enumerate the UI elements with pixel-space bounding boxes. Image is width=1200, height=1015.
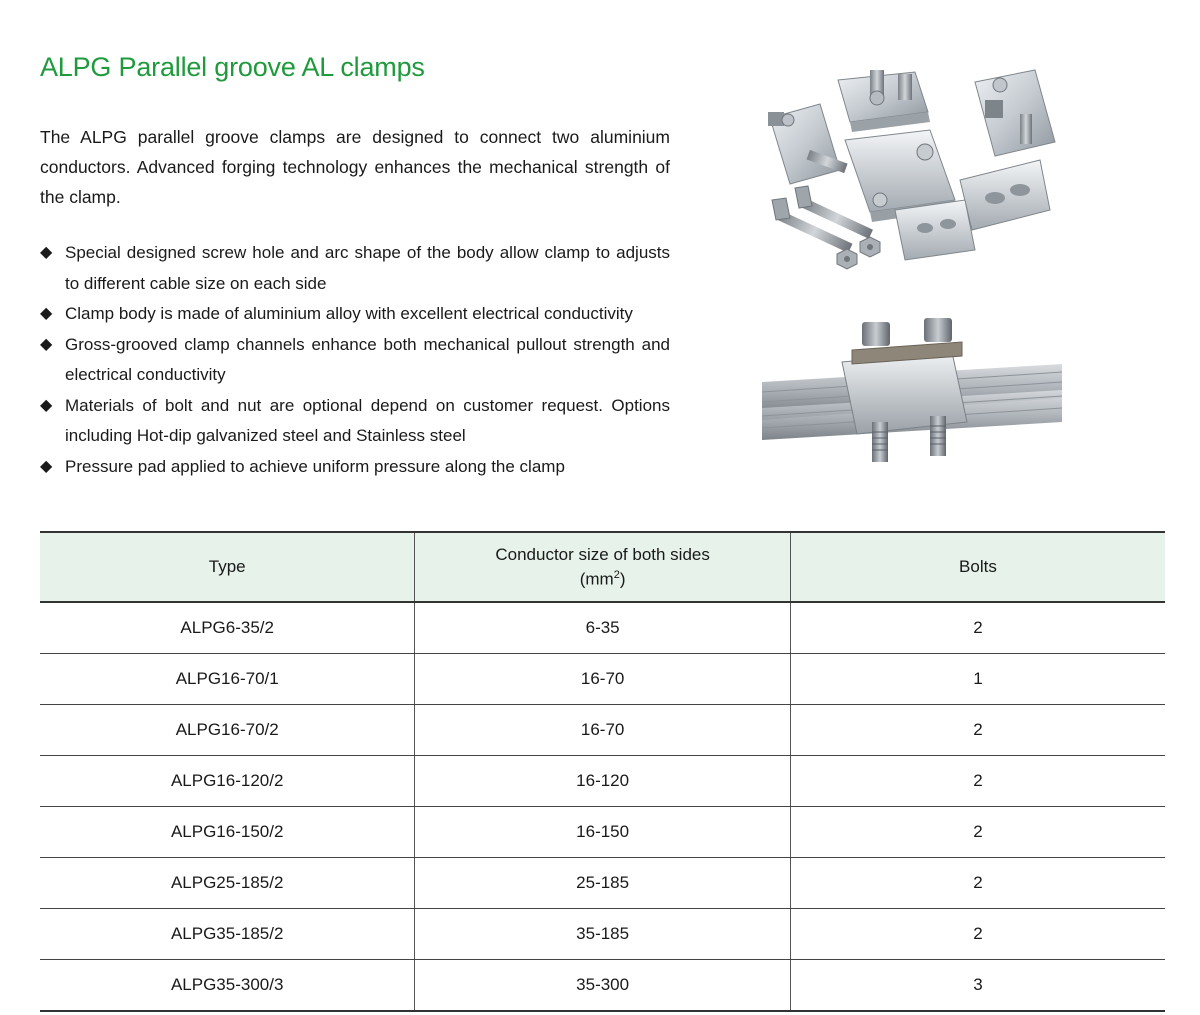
feature-item xyxy=(40,238,670,299)
cell-bolts: 2 xyxy=(790,807,1165,858)
header-size-unit-open: (mm xyxy=(579,569,614,589)
cell-size: 16-120 xyxy=(415,756,790,807)
clamp-body-top xyxy=(838,70,930,132)
cell-size: 25-185 xyxy=(415,858,790,909)
table-row xyxy=(40,602,1165,654)
feature-item xyxy=(40,452,670,483)
clamp-body-left xyxy=(768,104,848,184)
cell-type: ALPG35-300/3 xyxy=(40,960,415,1012)
table-row xyxy=(40,960,1165,1012)
table-row xyxy=(40,705,1165,756)
cell-type: ALPG16-70/1 xyxy=(40,654,415,705)
feature-text: Clamp body is made of aluminium alloy with excellent electrical conductivity xyxy=(65,304,633,323)
small-plate xyxy=(895,200,975,260)
cell-type: ALPG16-120/2 xyxy=(40,756,415,807)
cell-bolts: 2 xyxy=(790,602,1165,654)
cell-type: ALPG16-150/2 xyxy=(40,807,415,858)
loose-bolts xyxy=(772,186,873,253)
header-size-line1: Conductor size of both sides xyxy=(495,544,710,564)
cell-size: 35-185 xyxy=(415,909,790,960)
header-type: Type xyxy=(40,532,415,602)
cell-type: ALPG25-185/2 xyxy=(40,858,415,909)
clamp-parts-photo xyxy=(750,60,1070,280)
cell-bolts: 3 xyxy=(790,960,1165,1012)
table-row xyxy=(40,654,1165,705)
feature-item xyxy=(40,330,670,391)
table-row xyxy=(40,807,1165,858)
header-size-unit-close: ) xyxy=(619,569,626,589)
diamond-bullet-icon: ◆ xyxy=(40,457,53,475)
cell-type: ALPG35-185/2 xyxy=(40,909,415,960)
cell-size: 16-150 xyxy=(415,807,790,858)
feature-item xyxy=(40,299,670,330)
spec-table xyxy=(40,531,1165,1012)
diamond-bullet-icon: ◆ xyxy=(40,244,53,261)
cell-bolts: 2 xyxy=(790,756,1165,807)
feature-item xyxy=(40,391,670,452)
cell-size: 16-70 xyxy=(415,705,790,756)
intro-paragraph: The ALPG parallel groove clamps are designed to connect two aluminium conductors. Advanced forging technology enhances the mechanical strength of the clamp. xyxy=(40,127,670,207)
diamond-bullet-icon: ◆ xyxy=(40,396,53,414)
cell-size: 35-300 xyxy=(415,960,790,1012)
table-row xyxy=(40,858,1165,909)
diamond-bullet-icon: ◆ xyxy=(40,335,53,353)
cell-bolts: 2 xyxy=(790,858,1165,909)
cell-size: 16-70 xyxy=(415,654,790,705)
table-header-row xyxy=(40,532,1165,602)
cell-type: ALPG16-70/2 xyxy=(40,705,415,756)
header-bolts: Bolts xyxy=(790,532,1165,602)
clamp-installed xyxy=(842,318,967,462)
feature-list xyxy=(40,238,670,482)
cell-bolts: 2 xyxy=(790,705,1165,756)
installed-clamp-photo xyxy=(762,312,1062,472)
table-row xyxy=(40,756,1165,807)
clamp-body-right xyxy=(975,70,1055,156)
feature-text: Materials of bolt and nut are optional depend on customer request. Options including Hot-dip galvanized steel and Stainless steel xyxy=(65,395,670,445)
feature-text: Pressure pad applied to achieve uniform pressure along the clamp xyxy=(65,456,565,476)
cell-size: 6-35 xyxy=(415,602,790,654)
header-size-unit-sup: 2 xyxy=(613,568,620,581)
header-conductor-size xyxy=(415,532,790,602)
cell-bolts: 2 xyxy=(790,909,1165,960)
cell-type: ALPG6-35/2 xyxy=(40,602,415,654)
feature-text: Special designed screw hole and arc shape of the body allow clamp to adjusts to different cable size on each side xyxy=(65,243,670,293)
feature-text: Gross-grooved clamp channels enhance both mechanical pullout strength and electrical conductivity xyxy=(65,334,670,384)
page-title: ALPG Parallel groove AL clamps xyxy=(40,52,425,82)
pressure-pad xyxy=(960,160,1050,230)
cell-bolts: 1 xyxy=(790,654,1165,705)
diamond-bullet-icon: ◆ xyxy=(40,305,53,322)
table-row xyxy=(40,909,1165,960)
